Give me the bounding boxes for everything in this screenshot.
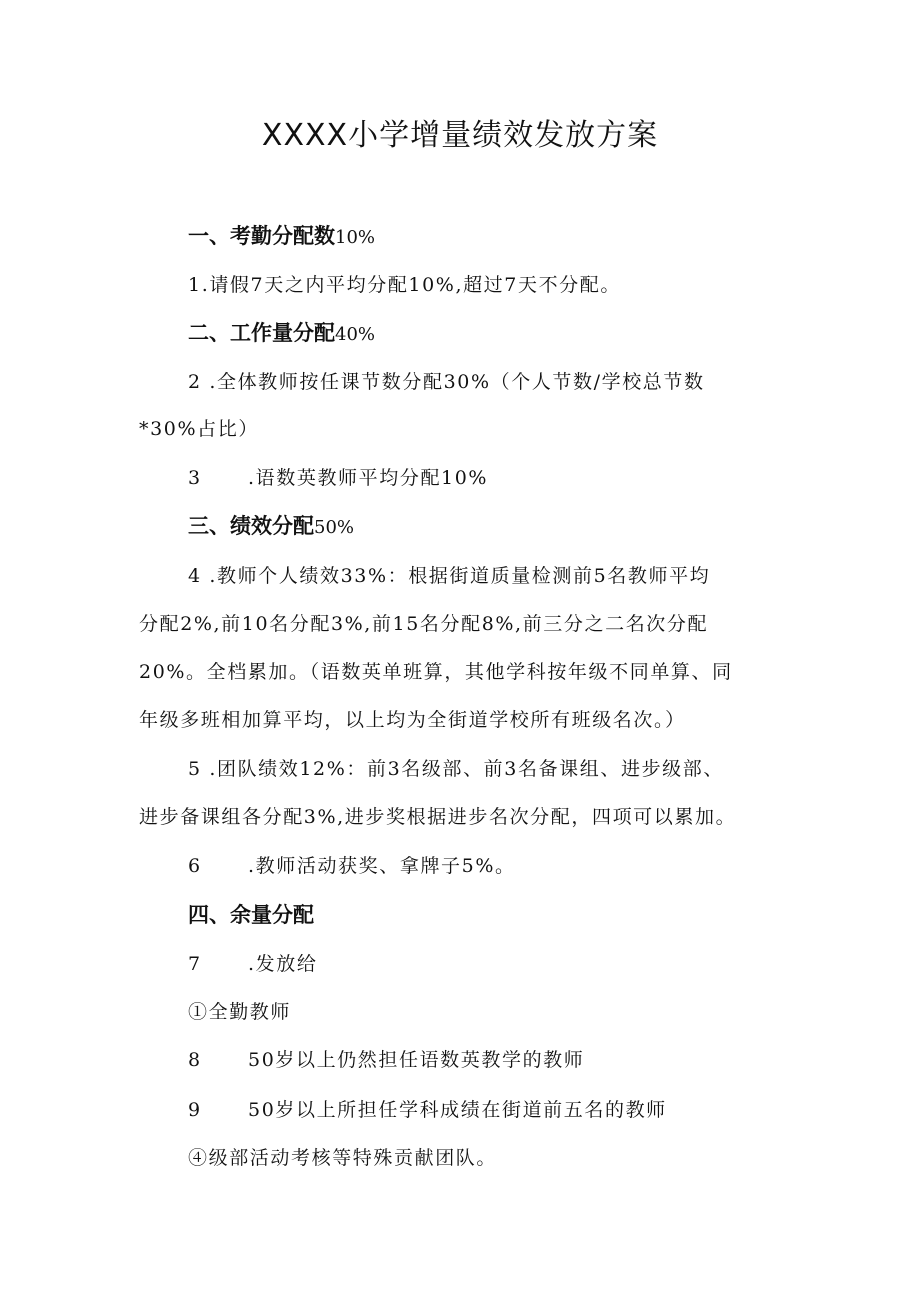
section-heading-text: 三、绩效分配 xyxy=(188,514,314,538)
section-heading-remainder xyxy=(188,900,314,930)
item-2-line-2: *30%占比） xyxy=(139,418,259,440)
section-percent: 40% xyxy=(335,324,376,345)
item-text: 50岁以上仍然担任语数英教学的教师 xyxy=(248,1049,585,1071)
item-number: 8 xyxy=(188,1049,202,1071)
section-heading-workload xyxy=(188,318,375,350)
item-number: 3 xyxy=(188,467,202,489)
section-percent: 10% xyxy=(335,227,376,248)
item-6 xyxy=(188,851,516,881)
section-heading-text: 一、考勤分配数 xyxy=(188,224,335,248)
circled-item-1: ①全勤教师 xyxy=(188,1001,292,1023)
item-number: 6 xyxy=(188,855,202,877)
item-4-line-1: 4 .教师个人绩效33%：根据街道质量检测前5名教师平均 xyxy=(188,565,711,587)
item-text: .发放给 xyxy=(248,953,318,975)
item-text: .教师活动获奖、拿牌子5%。 xyxy=(248,855,516,877)
item-4-line-3: 20%。全档累加。（语数英单班算，其他学科按年级不同单算、同 xyxy=(139,661,733,683)
item-text: .语数英教师平均分配10% xyxy=(248,467,489,489)
item-text: 50岁以上所担任学科成绩在街道前五名的教师 xyxy=(248,1099,667,1121)
section-heading-attendance xyxy=(188,221,375,253)
item-1: 1.请假7天之内平均分配10%,超过7天不分配。 xyxy=(188,274,621,296)
section-percent: 50% xyxy=(314,517,355,538)
item-4-line-4: 年级多班相加算平均，以上均为全街道学校所有班级名次。） xyxy=(139,709,686,731)
circled-item-4: ④级部活动考核等特殊贡献团队。 xyxy=(188,1147,498,1169)
item-2-line-1: 2 .全体教师按任课节数分配30%（个人节数/学校总节数 xyxy=(188,371,705,393)
section-heading-text: 四、余量分配 xyxy=(188,903,314,927)
section-heading-performance xyxy=(188,511,354,543)
item-5-line-2: 进步备课组各分配3%,进步奖根据进步名次分配，四项可以累加。 xyxy=(139,806,737,828)
item-8 xyxy=(188,1045,584,1075)
item-3 xyxy=(188,463,488,493)
item-5-line-1: 5 .团队绩效12%：前3名级部、前3名备课组、进步级部、 xyxy=(188,758,724,780)
document-title: XXXX小学增量绩效发放方案 xyxy=(261,118,659,153)
item-number: 9 xyxy=(188,1099,202,1121)
item-9 xyxy=(188,1095,667,1125)
item-number: 7 xyxy=(188,953,202,975)
item-7 xyxy=(188,949,317,979)
item-4-line-2: 分配2%,前10名分配3%,前15名分配8%,前三分之二名次分配 xyxy=(139,613,709,635)
section-heading-text: 二、工作量分配 xyxy=(188,321,335,345)
